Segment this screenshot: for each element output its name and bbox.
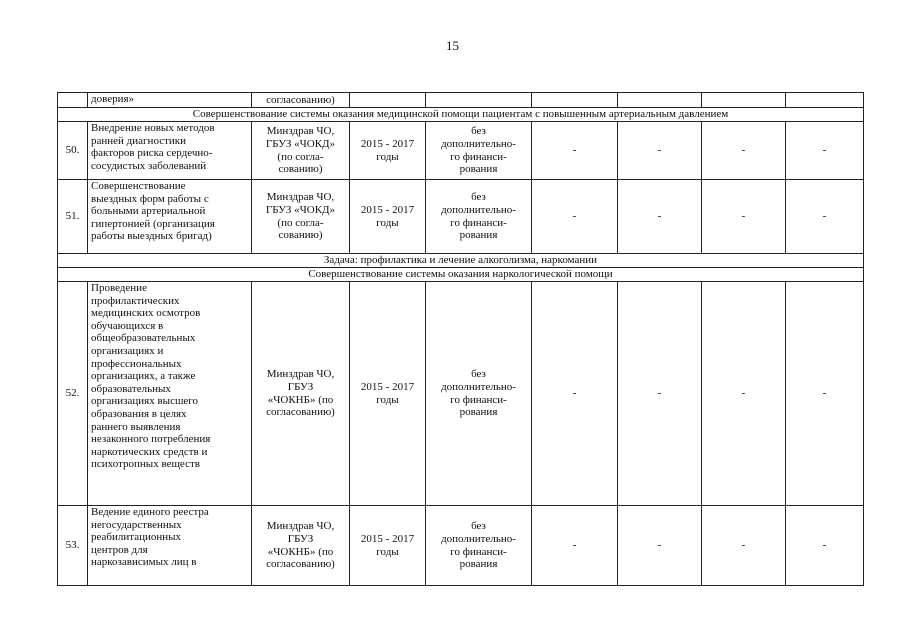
row-value: - bbox=[786, 506, 864, 586]
row-value: - bbox=[618, 282, 702, 506]
row-value: - bbox=[532, 506, 618, 586]
row-value: - bbox=[532, 122, 618, 180]
row-value: - bbox=[618, 506, 702, 586]
row-value: - bbox=[702, 282, 786, 506]
table-row bbox=[58, 180, 864, 254]
section-header-row bbox=[58, 268, 864, 282]
row-value: - bbox=[618, 122, 702, 180]
row-executor: Минздрав ЧО, ГБУЗ «ЧОКД» (по согла- сованию) bbox=[252, 180, 350, 254]
row-period: 2015 - 2017 годы bbox=[350, 180, 426, 254]
table-row bbox=[58, 282, 864, 506]
section-header-row bbox=[58, 108, 864, 122]
row-funding: без дополнительно- го финанси- рования bbox=[426, 122, 532, 180]
row-funding: без дополнительно- го финанси- рования bbox=[426, 282, 532, 506]
row-value: - bbox=[532, 180, 618, 254]
row-period: 2015 - 2017 годы bbox=[350, 506, 426, 586]
section-header-narcology: Совершенствование системы оказания наркологической помощи bbox=[58, 268, 864, 282]
row-period: 2015 - 2017 годы bbox=[350, 282, 426, 506]
row-number: 52. bbox=[58, 282, 88, 506]
row-executor: Минздрав ЧО, ГБУЗ «ЧОКНБ» (по согласованию) bbox=[252, 282, 350, 506]
row-value: - bbox=[532, 282, 618, 506]
row-value: - bbox=[702, 180, 786, 254]
continuation-name: доверия» bbox=[88, 93, 252, 108]
row-number: 50. bbox=[58, 122, 88, 180]
row-name: Совершенствование выездных форм работы с больными артериальной гипертонией (организация работы выездных бригад) bbox=[88, 180, 252, 254]
row-name: Ведение единого реестра негосударственных реабилитационных центров для наркозависимых лиц в bbox=[88, 506, 252, 586]
row-number: 51. bbox=[58, 180, 88, 254]
row-value: - bbox=[786, 122, 864, 180]
row-period: 2015 - 2017 годы bbox=[350, 122, 426, 180]
measures-table bbox=[57, 92, 864, 586]
row-value: - bbox=[786, 180, 864, 254]
row-name: Проведение профилактических медицинских осмотров обучающихся в общеобразовательных организациях и профессиональных организациях, а также образовательных организациях высшего образования в целях раннего выявления незаконного потребления наркотических средств и психотропных веществ bbox=[88, 282, 252, 506]
row-value: - bbox=[618, 180, 702, 254]
table-row bbox=[58, 506, 864, 586]
row-value: - bbox=[702, 122, 786, 180]
table-row bbox=[58, 122, 864, 180]
continuation-row bbox=[58, 93, 864, 108]
row-number: 53. bbox=[58, 506, 88, 586]
row-funding: без дополнительно- го финанси- рования bbox=[426, 506, 532, 586]
row-name: Внедрение новых методов ранней диагностики факторов риска сердечно- сосудистых заболеваний bbox=[88, 122, 252, 180]
page-number: 15 bbox=[446, 38, 459, 53]
task-header-row bbox=[58, 254, 864, 268]
task-header-alcohol: Задача: профилактика и лечение алкоголизма, наркомании bbox=[58, 254, 864, 268]
continuation-executor: согласованию) bbox=[252, 93, 350, 108]
row-value: - bbox=[702, 506, 786, 586]
row-value: - bbox=[786, 282, 864, 506]
row-executor: Минздрав ЧО, ГБУЗ «ЧОКД» (по согла- сованию) bbox=[252, 122, 350, 180]
section-header-hypertension: Совершенствование системы оказания медицинской помощи пациентам с повышенным артериальным давлением bbox=[58, 108, 864, 122]
row-executor: Минздрав ЧО, ГБУЗ «ЧОКНБ» (по согласованию) bbox=[252, 506, 350, 586]
row-funding: без дополнительно- го финанси- рования bbox=[426, 180, 532, 254]
